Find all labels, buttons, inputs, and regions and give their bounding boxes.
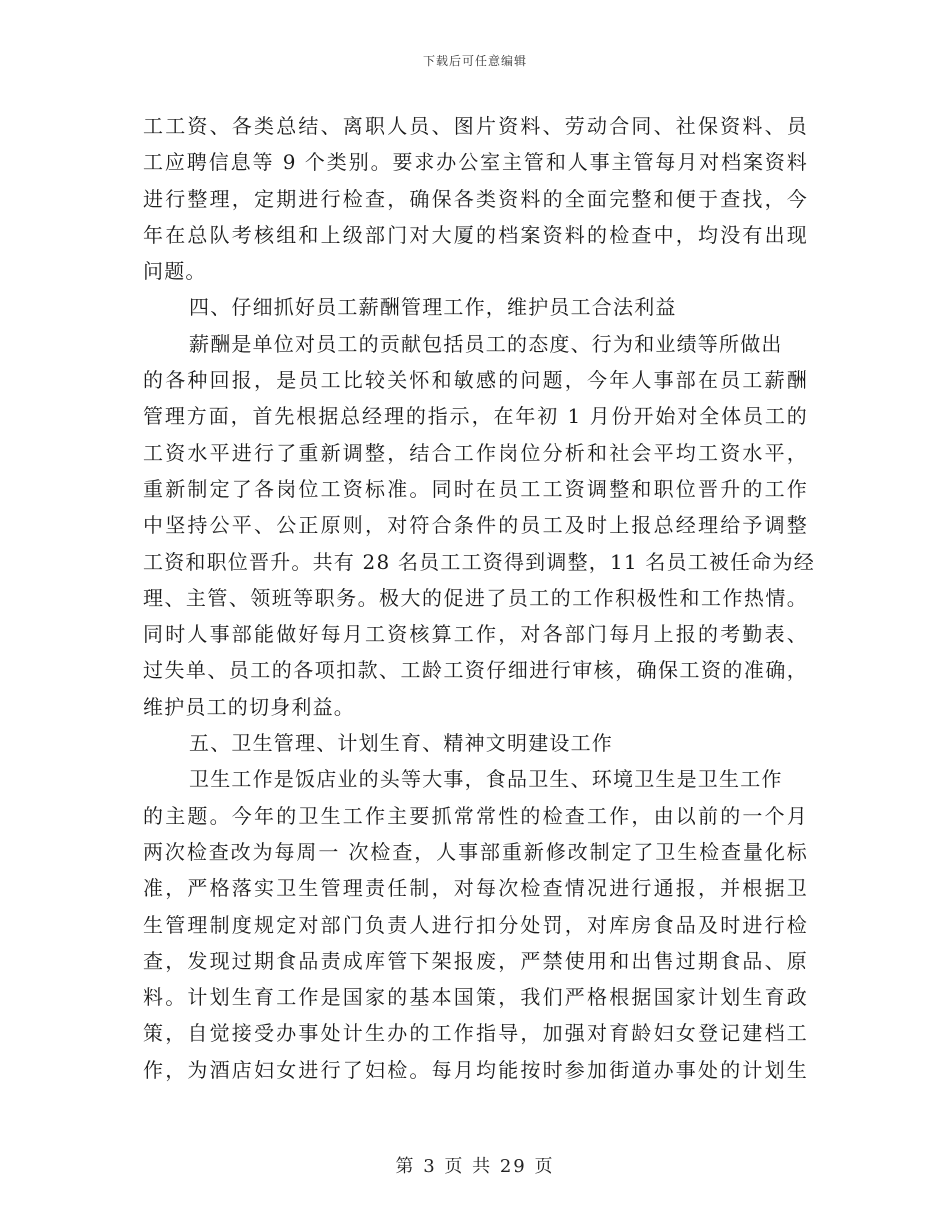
text-line: 同时人事部能做好每月工资核算工作，对各部门每月上报的考勤表、 xyxy=(143,622,808,647)
text-line: 的各种回报，是员工比较关怀和敏感的问题，今年人事部在员工薪酬 xyxy=(143,368,808,393)
text-line: 年在总队考核组和上级部门对大厦的档案资料的检查中，均没有出现 xyxy=(143,222,808,247)
page-number: 第 3 页 共 29 页 xyxy=(395,1156,555,1177)
text-line: 策，自觉接受办事处计生办的工作指导，加强对育龄妇女登记建档工 xyxy=(143,1021,808,1046)
text-line: 料。计划生育工作是国家的基本国策，我们严格根据国家计划生育政 xyxy=(143,985,808,1010)
text-line: 工应聘信息等 9 个类别。要求办公室主管和人事主管每月对档案资料 xyxy=(143,150,808,175)
text-line: 查，发现过期食品责成库管下架报废，严禁使用和出售过期食品、原 xyxy=(143,948,808,973)
text-line: 理、主管、领班等职务。极大的促进了员工的工作积极性和工作热情。 xyxy=(143,585,808,610)
text-line: 准，严格落实卫生管理责任制，对每次检查情况进行通报，并根据卫 xyxy=(143,876,808,901)
text-line: 的主题。今年的卫生工作主要抓常常性的检查工作，由以前的一个月 xyxy=(143,803,808,828)
section-heading: 五、卫生管理、计划生育、精神文明建设工作 xyxy=(189,731,613,756)
text-line: 工资和职位晋升。共有 28 名员工工资得到调整，11 名员工被任命为经 xyxy=(143,549,815,574)
text-line: 两次检查改为每周一 次检查，人事部重新修改制定了卫生检查量化标 xyxy=(143,839,808,864)
body-text xyxy=(143,108,815,1088)
text-line: 卫生工作是饭店业的头等大事，食品卫生、环境卫生是卫生工作 xyxy=(189,767,783,792)
section-heading: 四、仔细抓好员工薪酬管理工作，维护员工合法利益 xyxy=(189,295,677,320)
text-line: 维护员工的切身利益。 xyxy=(143,694,355,719)
text-line: 问题。 xyxy=(143,259,207,284)
text-line: 进行整理，定期进行检查，确保各类资料的全面完整和便于查找，今 xyxy=(143,186,808,211)
text-line: 重新制定了各岗位工资标准。同时在员工工资调整和职位晋升的工作 xyxy=(143,476,808,501)
text-line: 生管理制度规定对部门负责人进行扣分处罚，对库房食品及时进行检 xyxy=(143,912,808,937)
text-line: 过失单、员工的各项扣款、工龄工资仔细进行审核，确保工资的准确， xyxy=(143,658,808,683)
header-note: 下载后可任意编辑 xyxy=(422,54,527,68)
text-line: 薪酬是单位对员工的贡献包括员工的态度、行为和业绩等所做出 xyxy=(189,331,783,356)
text-line: 工资水平进行了重新调整，结合工作岗位分析和社会平均工资水平， xyxy=(143,440,808,465)
text-line: 作，为酒店妇女进行了妇检。每月均能按时参加街道办事处的计划生 xyxy=(143,1057,808,1082)
text-line: 工工资、各类总结、离职人员、图片资料、劳动合同、社保资料、员 xyxy=(143,114,808,138)
text-line: 中坚持公平、公正原则，对符合条件的员工及时上报总经理给予调整 xyxy=(143,513,808,538)
text-line: 管理方面，首先根据总经理的指示，在年初 1 月份开始对全体员工的 xyxy=(143,404,808,429)
